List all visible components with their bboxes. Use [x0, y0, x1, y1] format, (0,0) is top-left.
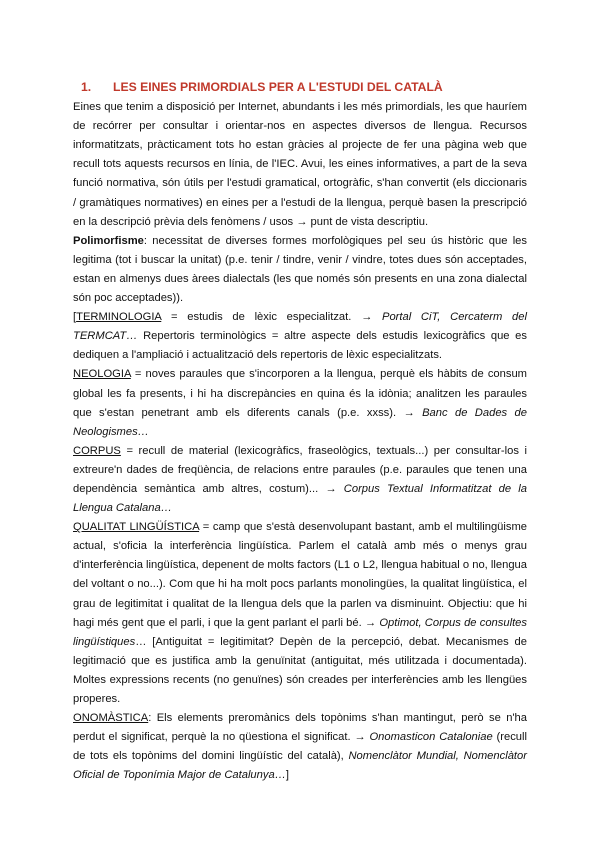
- terminologia-resources: Portal CiT, Cercaterm del TERMCAT…: [73, 311, 527, 343]
- terminologia-text-2: Repertoris terminològics = altre aspecte dels estudis lexicogràfics que es dediquen a l'ampliació i actualització dels repertoris de lèxic especialitzats.: [73, 330, 527, 362]
- polimorfisme-text: : necessitat de diverses formes morfològiques pel seu ús històric que les legitima (tot i buscar la unitat) (p.e. tenir / tindre, venir / vindre, totes dues són acceptades, estan en almenys dues àrees dialectals (les que només són presents en una zona dialectal són poc acceptades)).: [73, 234, 527, 305]
- qualitat-paragraph: [73, 518, 527, 709]
- section-heading: [73, 78, 527, 97]
- terminologia-open-bracket: [: [73, 311, 77, 324]
- terminologia-paragraph: [73, 308, 527, 365]
- corpus-resources: Corpus Textual Informatitzat de la Llengua Catalana…: [73, 482, 527, 515]
- onomastica-term: ONOMÀSTICA: [73, 712, 149, 725]
- heading-number: 1.: [81, 80, 92, 94]
- neologia-resources: Banc de Dades de Neologismes…: [73, 406, 527, 438]
- onomastica-text-2: (recull de tots els topònims del domini lingüístic del català),: [73, 731, 527, 763]
- corpus-paragraph: [73, 442, 527, 518]
- intro-paragraph: Eines que tenim a disposició per Internet, abundants i les més primordials, les que hauríem de recórrer per consultar i orientar-nos en aspectes diversos de llengua. Recursos informatitzats, pràcticament tots ho estan gràcies al projecte de fer una pàgina web que recull tots aquests recursos en línia, de l'IEC. Avui, les eines informatives, a part de la seva funció normativa, són útils per l'estudi gramatical, ortogràfic, s'han convertit (els diccionaris / gramàtiques normatives) en eines per a l'estudi de la llengua, perquè basen la prescripció en la descripció prèvia dels fenòmens / usos → punt de vista descriptiu.: [73, 101, 527, 228]
- document-page: [73, 78, 527, 785]
- terminologia-term: TERMINOLOGIA: [76, 311, 162, 324]
- corpus-term: CORPUS: [73, 444, 121, 457]
- onomastica-paragraph: [73, 709, 527, 785]
- onomastica-resource-2: Nomenclàtor Mundial, Nomenclàtor Oficial de Toponímia Major de Catalunya…: [73, 750, 527, 782]
- neologia-text: = noves paraules que s'incorporen a la llengua, perquè els hàbits de consum global les fa presents, i hi ha discrepàncies en quina és la idònia; analitzen les paraules que s'estan penetrant amb els diferents canals (p.e. xxss). →: [73, 368, 527, 419]
- neologia-paragraph: [73, 365, 527, 441]
- polimorfisme-paragraph: [73, 232, 527, 308]
- heading-title: LES EINES PRIMORDIALS PER A L'ESTUDI DEL CATALÀ: [113, 80, 443, 94]
- terminologia-text: = estudis de lèxic especialitzat. →: [161, 311, 382, 324]
- onomastica-resource-1: Onomasticon Cataloniae: [369, 731, 493, 744]
- qualitat-text-2: … [Antiguitat = legitimitat? Depèn de la percepció, debat. Mecanismes de legitimació que es justifica amb la genuïnitat (antiguitat, més utilitzada i documentada). Moltes expressions recents (no genuïnes) són creades per interferències amb les llengües properes.: [73, 635, 527, 705]
- polimorfisme-term: Polimorfisme: [73, 234, 144, 247]
- neologia-term: NEOLOGIA: [73, 368, 131, 381]
- qualitat-term: QUALITAT LINGÜÍSTICA: [73, 521, 200, 534]
- onomastica-text: : Els elements preromànics dels topònims s'han mantingut, però se n'ha perdut el significat, perquè la no qüestiona el significat. →: [73, 712, 527, 744]
- qualitat-resources: Optimot, Corpus de consultes lingüístiques: [73, 616, 527, 648]
- qualitat-text: = camp que s'està desenvolupant bastant, amb el multilingüisme actual, s'oficia la interferència lingüística. Parlem el català amb més o menys grau d'interferència lingüística, depenent de molts factors (L1 o L2, llengua habitual o no, llengua del voltant o no...). Com que hi ha molt pocs parlants monolingües, la qualitat lingüística, el grau de legitimitat i qualitat de la llengua dels que la parlen va disminuint. Objectiu: que hi hagi més gent que el parli, i que la gent parlant el parli bé. →: [73, 521, 528, 629]
- onomastica-close-bracket: ]: [285, 769, 289, 782]
- corpus-text: = recull de material (lexicogràfics, fraseològics, textuals...) per consultar-los i extreure'n dades de freqüència, de relacions entre paraules (p.e. paraules que tenen una dependència semàntica amb altres, costum)... →: [73, 444, 527, 495]
